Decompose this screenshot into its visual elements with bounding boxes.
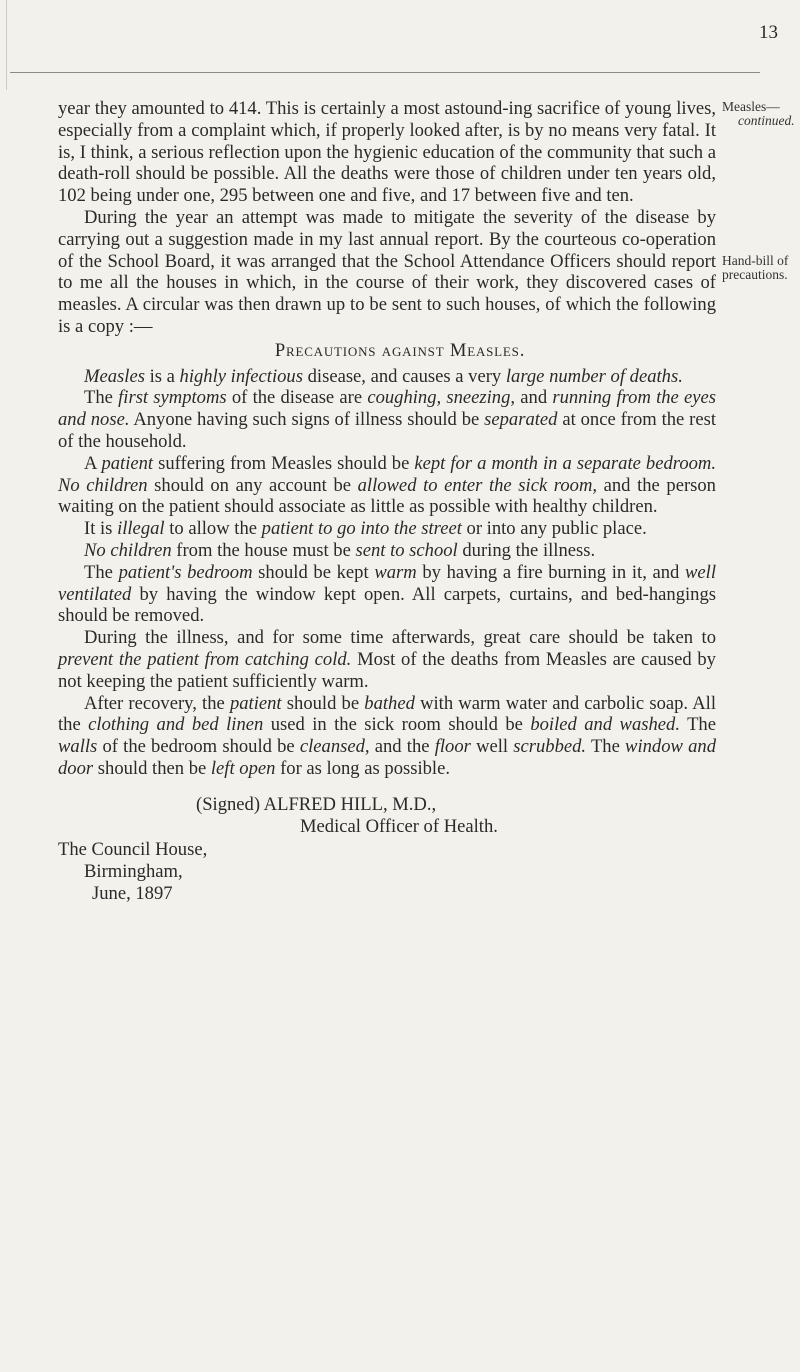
emphasis-text: allowed to enter the sick room, <box>357 474 598 496</box>
plain-text: Anyone having such signs of illness should be <box>129 409 485 431</box>
emphasis-text: patient <box>101 452 154 474</box>
emphasis-text: separated <box>484 409 558 431</box>
plain-text: should then be <box>93 757 211 779</box>
plain-text: The <box>84 561 119 583</box>
emphasis-text: window and door <box>58 736 716 779</box>
emphasis-text: No children <box>84 539 172 561</box>
signature-title: Medical Officer of Health. <box>300 815 498 837</box>
signature-block <box>58 794 716 838</box>
emphasis-text: patient's bedroom <box>118 561 253 583</box>
plain-text: or into any public place. <box>461 518 647 540</box>
emphasis-text: patient to go into the street <box>261 518 462 540</box>
plain-text: After recovery, the <box>84 692 230 714</box>
emphasis-text: patient <box>229 692 282 714</box>
paragraph-mitigation: During the year an attempt was made to mitigate the severity of the disease by carrying out a suggestion made in my last annual report. By the courteous co-operation of the School Board, it was arranged that the School Attendance Officers should report to me all the houses in which, in the course of their work, they discovered cases of measles. A circular was then drawn up to be sent to such houses, of which the following is a copy :— <box>58 206 716 337</box>
emphasis-text: first symptoms <box>118 387 227 409</box>
address-block <box>58 839 716 904</box>
notice-title: Precautions against Measles. <box>274 339 526 361</box>
plain-text: should be kept <box>252 561 375 583</box>
header-rule <box>10 72 760 73</box>
plain-text: During the illness, and for some time afterwards, great care should be taken to <box>84 627 716 649</box>
emphasis-text: scrubbed. <box>513 736 587 758</box>
emphasis-text: boiled and washed. <box>530 714 680 736</box>
plain-text: and the person waiting on the patient should associate as little as possible with healthy children. <box>58 474 716 518</box>
plain-text: with warm water and carbolic soap. All the <box>58 692 716 736</box>
plain-text: to allow the <box>164 518 262 540</box>
plain-text: at once from the rest of the household. <box>58 409 716 452</box>
emphasis-text: cleansed, <box>299 736 370 758</box>
paragraph-measles-deaths: year they amounted to 414. This is certainly a most astound-ing sacrifice of young lives, especially from a complaint which, if properly looked after, is by no means very fatal. It is, I think, a serious reflection upon the hygienic education of the community that such a death-roll should be possible. All the deaths were those of children under ten years old, 102 being under one, 295 between one and five, and 17 between five and ten. <box>58 98 716 207</box>
plain-text: suffering from Measles should be <box>153 452 415 474</box>
plain-text: and the <box>369 736 435 758</box>
address-line: The Council House, <box>58 839 208 861</box>
emphasis-text: clothing and bed linen <box>88 714 264 736</box>
emphasis-text: left open <box>210 757 276 779</box>
plain-text: A <box>84 452 102 474</box>
plain-text: used in the sick room should be <box>263 714 531 736</box>
margin-note-handbill-line2: precautions. <box>722 267 788 282</box>
report-body <box>58 98 716 905</box>
address-date: June, 1897 <box>92 882 173 904</box>
emphasis-text: coughing, sneezing, <box>367 387 516 409</box>
emphasis-text: illegal <box>117 518 165 540</box>
plain-text: is a <box>144 365 180 387</box>
plain-text: from the house must be <box>171 539 356 561</box>
emphasis-text: warm <box>374 561 417 583</box>
margin-note-handbill <box>722 254 800 282</box>
notice-paragraph <box>58 518 716 540</box>
plain-text: for as long as possible. <box>275 757 450 779</box>
margin-note-measles-continued: continued. <box>738 113 795 128</box>
plain-text: should be <box>281 692 365 714</box>
notice-paragraph <box>58 366 716 388</box>
plain-text: of the disease are <box>226 387 368 409</box>
emphasis-text: well ventilated <box>58 561 717 605</box>
plain-text: by having the window kept open. All carpets, curtains, and bed-hangings should be removed. <box>58 583 716 627</box>
emphasis-text: floor <box>434 736 471 758</box>
emphasis-text: running from the eyes and nose. <box>58 387 717 431</box>
plain-text: The <box>679 714 716 736</box>
notice-paragraph <box>58 540 716 562</box>
plain-text: The <box>586 736 626 758</box>
page-number: 13 <box>759 22 778 43</box>
plain-text: should on any account be <box>147 474 358 496</box>
plain-text: The <box>84 387 119 409</box>
emphasis-text: bathed <box>364 692 415 714</box>
plain-text: during the illness. <box>457 539 596 561</box>
notice-paragraph <box>58 627 716 692</box>
margin-note-handbill-line1: Hand-bill of <box>722 253 789 268</box>
plain-text: well <box>470 736 514 758</box>
margin-note-measles-title: Measles— <box>722 99 780 114</box>
notice-paragraph <box>58 562 716 627</box>
plain-text: by having a fire burning in it, and <box>416 561 686 583</box>
notice-paragraph <box>58 387 716 452</box>
emphasis-text: kept for a month in a separate bedroom. <box>414 452 716 474</box>
emphasis-text: prevent the patient from catching cold. <box>58 648 352 670</box>
emphasis-text: sent to school <box>355 539 458 561</box>
plain-text: Most of the deaths from Measles are caused by not keeping the patient sufficiently warm. <box>58 648 716 692</box>
emphasis-text: No children <box>58 474 148 496</box>
emphasis-text: highly infectious <box>179 365 303 387</box>
address-line: Birmingham, <box>84 861 183 883</box>
emphasis-text: Measles <box>84 365 145 387</box>
plain-text: of the bedroom should be <box>97 736 300 758</box>
precautions-notice <box>58 340 716 780</box>
notice-paragraph <box>58 693 716 780</box>
plain-text: disease, and causes a very <box>302 365 506 387</box>
emphasis-text: large number of deaths. <box>505 365 683 387</box>
plain-text: and <box>515 387 553 409</box>
notice-paragraph <box>58 453 716 518</box>
plain-text: It is <box>84 518 118 540</box>
margin-note-measles <box>722 100 800 128</box>
emphasis-text: walls <box>58 736 98 758</box>
page-edge <box>6 0 7 90</box>
signature-name: (Signed) ALFRED HILL, M.D., <box>196 793 437 815</box>
